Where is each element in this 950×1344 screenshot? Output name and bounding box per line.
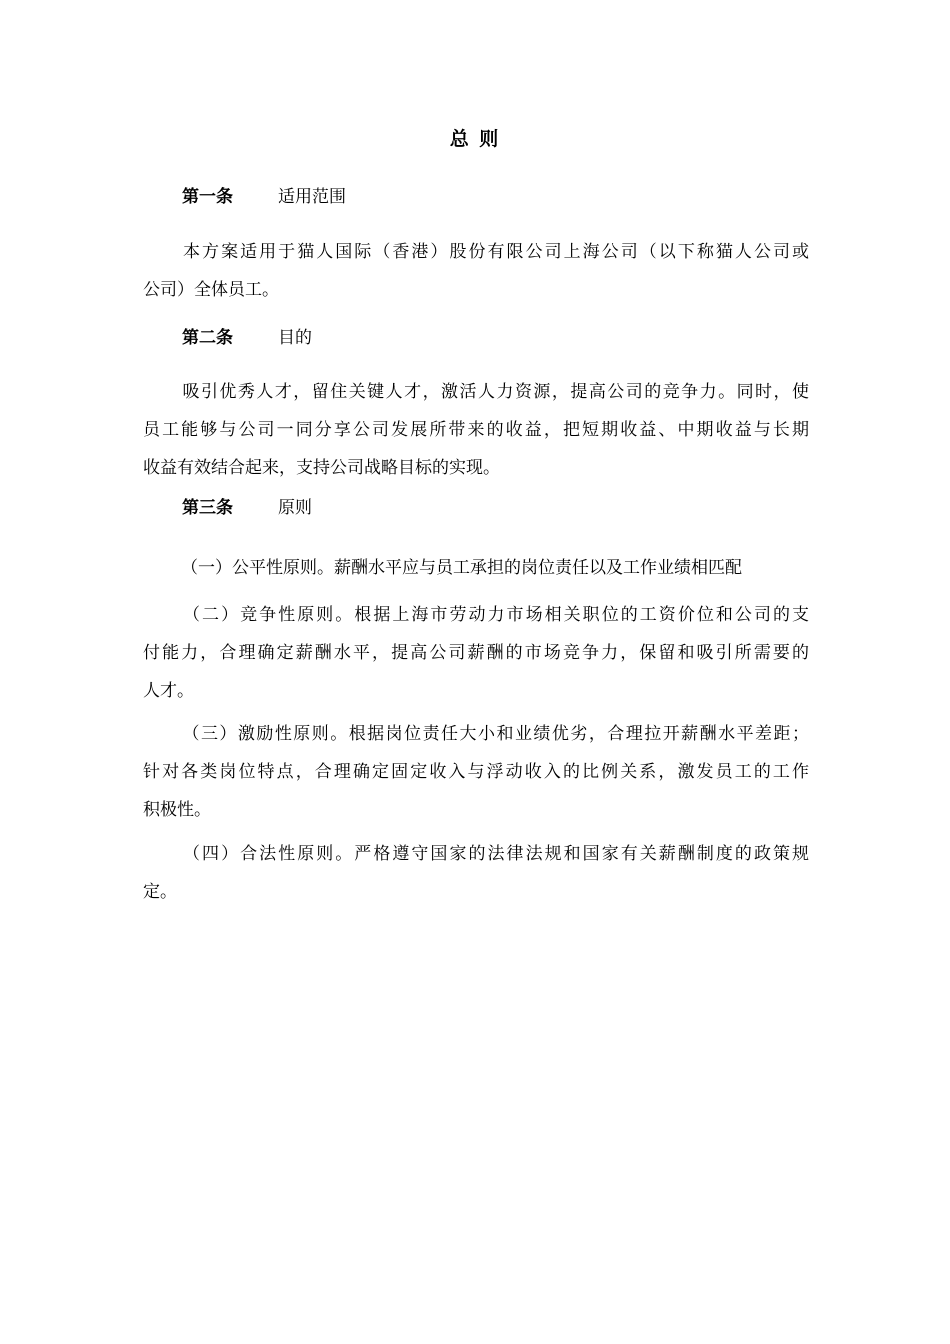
- article-title: 适用范围: [278, 187, 346, 207]
- principle-fairness: [143, 549, 809, 587]
- text-line: （四）合法性原则。严格遵守国家的法律法规和国家有关薪酬制度的政策规: [181, 844, 809, 864]
- text-line: 针对各类岗位特点，合理确定固定收入与浮动收入的比例关系，激发员工的工作: [143, 762, 809, 782]
- principle-competitiveness: [143, 596, 809, 710]
- article-heading-2: [182, 326, 312, 350]
- article-number: 第三条: [182, 498, 233, 518]
- text-line: 付能力，合理确定薪酬水平，提高公司薪酬的市场竞争力，保留和吸引所需要的: [143, 643, 809, 663]
- text-line: （二）竞争性原则。根据上海市劳动力市场相关职位的工资价位和公司的支: [181, 605, 809, 625]
- text-line: 收益有效结合起来，支持公司战略目标的实现。: [143, 458, 500, 478]
- text-line: 人才。: [143, 681, 194, 701]
- article-title: 目的: [278, 328, 312, 348]
- principle-legality: [143, 835, 809, 911]
- text-line: 定。: [143, 882, 177, 902]
- article-number: 第一条: [182, 187, 233, 207]
- text-line: 员工能够与公司一同分享公司发展所带来的收益，把短期收益、中期收益与长期: [143, 420, 809, 440]
- article-heading-1: [182, 185, 346, 209]
- text-line: 本方案适用于猫人国际（香港）股份有限公司上海公司（以下称猫人公司或: [181, 242, 809, 262]
- text-line: （三）激励性原则。根据岗位责任大小和业绩优劣，合理拉开薪酬水平差距；: [181, 724, 809, 744]
- text-line: 积极性。: [143, 800, 211, 820]
- text-line: （一）公平性原则。薪酬水平应与员工承担的岗位责任以及工作业绩相匹配: [181, 558, 742, 578]
- article-heading-3: [182, 496, 312, 520]
- paragraph-purpose: [143, 373, 809, 487]
- page-title: 总 则: [449, 128, 501, 150]
- text-line: 吸引优秀人才，留住关键人才，激活人力资源，提高公司的竞争力。同时，使: [181, 382, 809, 402]
- text-line: 公司）全体员工。: [143, 280, 279, 300]
- article-number: 第二条: [182, 328, 233, 348]
- paragraph-scope: [143, 233, 809, 309]
- article-title: 原则: [278, 498, 312, 518]
- principle-incentive: [143, 715, 809, 829]
